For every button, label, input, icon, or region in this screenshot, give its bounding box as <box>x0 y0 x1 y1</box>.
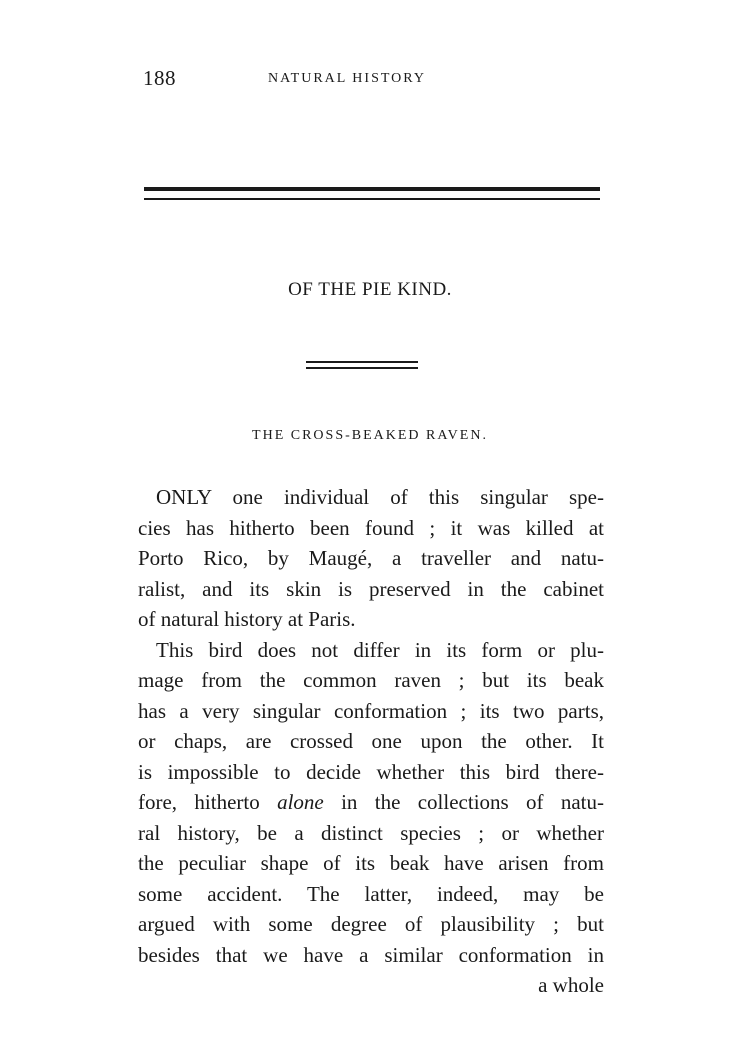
running-title: NATURAL HISTORY <box>268 71 426 86</box>
text-line: has a very singular conformation ; its two parts, <box>138 698 604 723</box>
catchword: a whole <box>538 973 604 997</box>
text-line: ral history, be a distinct species ; or whether <box>138 820 604 845</box>
text-line: or chaps, are crossed one upon the other. It <box>138 729 604 753</box>
text-run: in the collections of natu- <box>341 790 605 814</box>
text-line: ralist, and its skin is preserved in the cabinet <box>138 576 604 601</box>
text-line: besides that we have a similar conformation in <box>138 942 604 967</box>
text-line: Porto Rico, by Maugé, a traveller and natu- <box>138 546 604 570</box>
header-rule-thick <box>144 187 600 191</box>
italic-word: alone <box>277 790 324 814</box>
page-number: 188 <box>143 66 176 90</box>
text-line: of natural history at Paris. <box>138 607 356 631</box>
text-line: ONLY one individual of this singular spe- <box>156 485 604 509</box>
text-run: fore, hitherto <box>138 790 260 814</box>
subsection-title: THE CROSS-BEAKED RAVEN. <box>252 428 488 443</box>
body-text <box>138 482 604 1001</box>
text-line: This bird does not differ in its form or plu- <box>156 637 604 662</box>
running-head <box>143 66 603 96</box>
text-line: cies has hitherto been found ; it was killed at <box>138 515 604 540</box>
text-line: the peculiar shape of its beak have arisen from <box>138 851 604 875</box>
section-title: OF THE PIE KIND. <box>288 279 452 300</box>
text-line: mage from the common raven ; but its beak <box>138 668 604 692</box>
section-divider-top <box>306 361 418 363</box>
text-line: argued with some degree of plausibility ; but <box>138 912 604 936</box>
text-line-with-italic <box>138 787 604 818</box>
section-divider-bottom <box>306 367 418 369</box>
text-line: some accident. The latter, indeed, may be <box>138 881 604 906</box>
text-line: is impossible to decide whether this bird there- <box>138 759 604 784</box>
header-rule-thin <box>144 198 600 200</box>
